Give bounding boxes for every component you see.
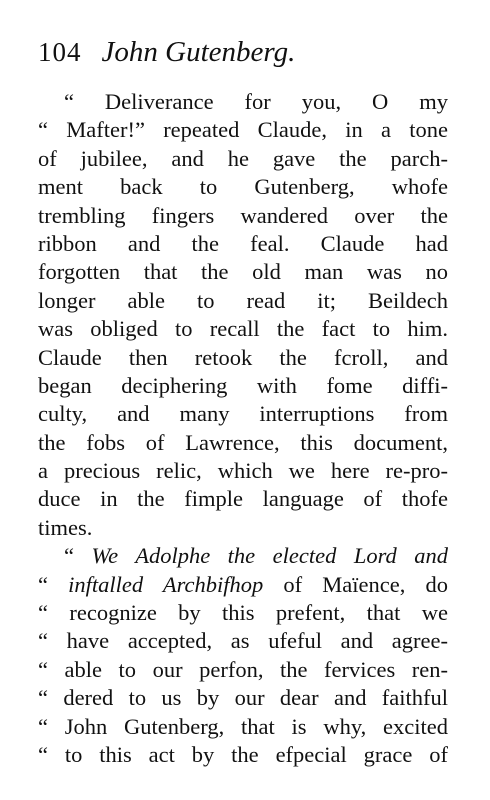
body-text	[38, 88, 448, 769]
page-number: 104	[38, 37, 82, 67]
decree-open-quote: “	[38, 571, 48, 597]
text-line: trembling fingers wandered over the	[38, 202, 448, 228]
decree-line	[38, 571, 448, 599]
decree-line	[38, 542, 448, 570]
decree-line: “ dered to us by our dear and faithful	[38, 685, 448, 711]
text-line: longer able to read it; Beildech	[38, 287, 448, 313]
decree-line: “ have accepted, as ufeful and agree-	[38, 628, 448, 654]
decree-italic-text: We Adolphe the elected Lord and	[91, 543, 448, 569]
decree-line: “ recognize by this prefent, that we	[38, 600, 448, 626]
decree-open-quote: “	[64, 543, 74, 569]
text-line: “ Deliverance for you, O my	[64, 89, 448, 114]
decree-line: “ John Gutenberg, that is why, excited	[38, 713, 448, 739]
text-line: of jubilee, and he gave the parch-	[38, 145, 448, 171]
text-line: ment back to Gutenberg, whofe	[38, 174, 448, 200]
decree-line: “ able to our perfon, the fervices ren-	[38, 656, 448, 682]
running-title: John Gutenberg.	[101, 36, 296, 68]
text-line: ribbon and the feal. Claude had	[38, 230, 448, 256]
page-header	[38, 36, 295, 76]
text-line: forgotten that the old man was no	[38, 259, 448, 285]
text-line: was obliged to recall the fact to him.	[38, 316, 448, 342]
text-line: times.	[38, 514, 93, 540]
text-line: the fobs of Lawrence, this document,	[38, 429, 448, 455]
text-line: began deciphering with fome diffi-	[38, 372, 448, 398]
text-line: a precious relic, which we here re-pro-	[38, 458, 448, 484]
decree-italic-text: inftalled Archbifhop	[68, 571, 264, 597]
text-line: “ Mafter!” repeated Claude, in a tone	[38, 117, 448, 143]
text-line: Claude then retook the fcroll, and	[38, 344, 448, 370]
text-line: duce in the fimple language of thofe	[38, 486, 448, 512]
text-line: culty, and many interruptions from	[38, 401, 448, 427]
decree-line: “ to this act by the efpecial grace of	[38, 741, 448, 767]
decree-roman-text: of Maïence, do	[263, 571, 448, 597]
